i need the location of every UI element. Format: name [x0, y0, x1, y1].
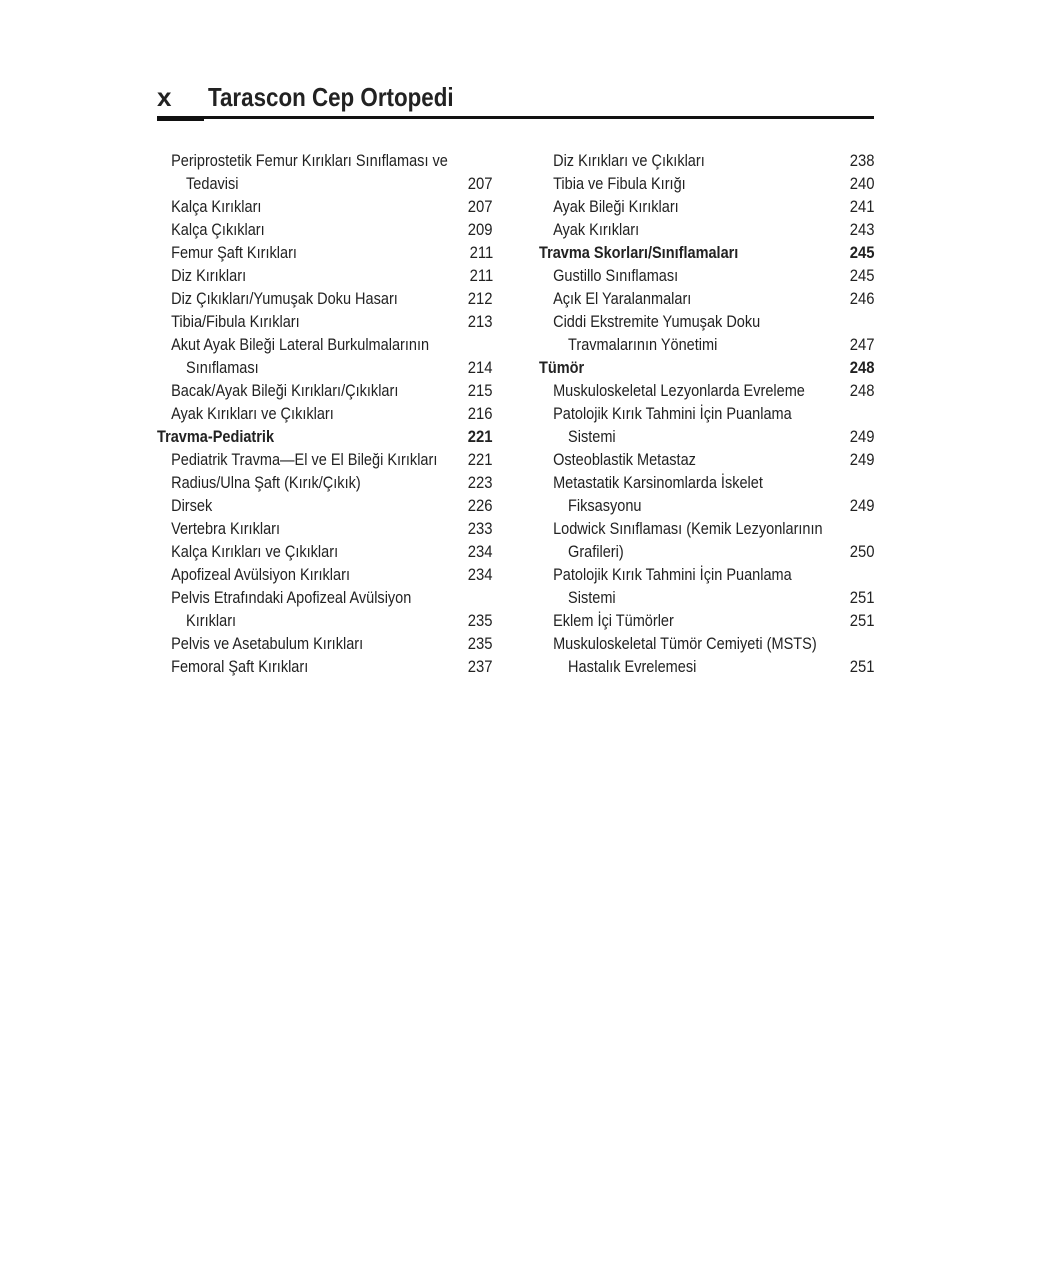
- toc-entry-title: Travma Skorları/Sınıflamaları: [539, 244, 739, 262]
- toc-entry: [157, 541, 493, 564]
- toc-page-number: 215: [468, 382, 493, 400]
- toc-entry: [157, 288, 493, 311]
- toc-entry-title: Ciddi Ekstremite Yumuşak Doku: [553, 313, 761, 331]
- toc-entry: [539, 518, 875, 564]
- toc-page-number: 249: [850, 451, 875, 469]
- toc-entry: [157, 587, 493, 633]
- toc-entry-title: Sistemi: [568, 589, 616, 607]
- toc-entry-title: Tümör: [539, 359, 585, 377]
- toc-entry-title: Muskuloskeletal Tümör Cemiyeti (MSTS): [553, 635, 817, 653]
- toc-entry: [157, 449, 493, 472]
- toc-entry-title: Gustillo Sınıflaması: [553, 267, 679, 285]
- toc-page-number: 241: [850, 198, 875, 216]
- toc-entry-title: Eklem İçi Tümörler: [553, 612, 674, 630]
- toc-page-number: 243: [850, 221, 875, 239]
- toc-page-number: 207: [468, 198, 493, 216]
- toc-page-number: 245: [850, 244, 875, 262]
- toc-entry-title: Vertebra Kırıkları: [171, 520, 281, 538]
- toc-entry: [539, 380, 875, 403]
- toc-page-number: 234: [468, 566, 493, 584]
- toc-entry: [157, 219, 493, 242]
- toc-page-number: 248: [850, 359, 875, 377]
- toc-entry-title: Kalça Kırıkları ve Çıkıkları: [171, 543, 339, 561]
- toc-page-number: 251: [850, 589, 875, 607]
- toc-page-number: 245: [850, 267, 875, 285]
- toc-entry-title: Periprostetik Femur Kırıkları Sınıflaması ve: [171, 152, 448, 170]
- toc-entry-title: Tibia ve Fibula Kırığı: [553, 175, 686, 193]
- toc-entry: [539, 150, 875, 173]
- toc-entry-title: Osteoblastik Metastaz: [553, 451, 696, 469]
- toc-entry: [539, 311, 875, 357]
- toc-page-number: 233: [468, 520, 493, 538]
- toc-entry: [157, 196, 493, 219]
- toc-entry-title: Tedavisi: [186, 175, 239, 193]
- toc-entry-title: Radius/Ulna Şaft (Kırık/Çıkık): [171, 474, 361, 492]
- toc-page-number: 216: [468, 405, 493, 423]
- toc-entry-title: Ayak Bileği Kırıkları: [553, 198, 679, 216]
- toc-entry-title: Patolojik Kırık Tahmini İçin Puanlama: [553, 405, 792, 423]
- toc-entry: [539, 288, 875, 311]
- book-title: Tarascon Cep Ortopedi: [208, 82, 454, 112]
- toc-page-number: 249: [850, 497, 875, 515]
- toc-entry: [157, 656, 493, 679]
- toc-page-number: 249: [850, 428, 875, 446]
- toc-entry: [539, 265, 875, 288]
- toc-page-number: 234: [468, 543, 493, 561]
- toc-entry-title: Metastatik Karsinomlarda İskelet: [553, 474, 763, 492]
- toc-entry: [539, 219, 875, 242]
- toc-section-heading: [539, 357, 875, 380]
- toc-page-number: 237: [468, 658, 493, 676]
- toc-entry: [539, 173, 875, 196]
- toc-page-number: 221: [468, 428, 493, 446]
- toc-page-number: 251: [850, 612, 875, 630]
- toc-entry-title: Diz Kırıkları: [171, 267, 247, 285]
- toc-page-number: 240: [850, 175, 875, 193]
- toc-entry: [157, 403, 493, 426]
- toc-entry-title: Fiksasyonu: [568, 497, 642, 515]
- toc-entry-title: Lodwick Sınıflaması (Kemik Lezyonlarının: [553, 520, 823, 538]
- toc-entry: [539, 403, 875, 449]
- toc-entry-title: Patolojik Kırık Tahmini İçin Puanlama: [553, 566, 792, 584]
- toc-page-number: 238: [850, 152, 875, 170]
- toc-entry: [539, 472, 875, 518]
- toc-section-heading: [157, 426, 493, 449]
- toc-entry: [157, 150, 493, 196]
- toc-column-right: [539, 150, 875, 679]
- toc-entry-title: Muskuloskeletal Lezyonlarda Evreleme: [553, 382, 805, 400]
- toc-entry-title: Kalça Çıkıkları: [171, 221, 265, 239]
- toc-entry-title: Kalça Kırıkları: [171, 198, 262, 216]
- toc-entry: [157, 472, 493, 495]
- toc-entry: [157, 633, 493, 656]
- toc-entry-title: Sınıflaması: [186, 359, 259, 377]
- toc-entry: [539, 449, 875, 472]
- toc-entry: [157, 242, 493, 265]
- toc-entry-title: Sistemi: [568, 428, 616, 446]
- toc-entry: [157, 495, 493, 518]
- toc-entry: [539, 633, 875, 679]
- toc-entry: [539, 610, 875, 633]
- toc-entry-title: Femoral Şaft Kırıkları: [171, 658, 309, 676]
- toc-page-number: 211: [469, 244, 493, 262]
- toc-page-number: 235: [468, 612, 493, 630]
- toc-page-number: 246: [850, 290, 875, 308]
- toc-entry-title: Ayak Kırıkları ve Çıkıkları: [171, 405, 334, 423]
- toc-entry-title: Hastalık Evrelemesi: [568, 658, 697, 676]
- toc-page-number: 211: [469, 267, 493, 285]
- toc-entry-title: Grafileri): [568, 543, 624, 561]
- toc-entry-title: Apofizeal Avülsiyon Kırıkları: [171, 566, 350, 584]
- toc-entry: [157, 311, 493, 334]
- toc-entry-title: Diz Çıkıkları/Yumuşak Doku Hasarı: [171, 290, 398, 308]
- toc-entry-title: Pelvis Etrafındaki Apofizeal Avülsiyon: [171, 589, 412, 607]
- toc-page-number: 247: [850, 336, 875, 354]
- toc-entry: [157, 334, 493, 380]
- toc-page-number: 214: [468, 359, 493, 377]
- toc-entry: [539, 564, 875, 610]
- toc-entry-title: Travma-Pediatrik: [157, 428, 275, 446]
- toc-entry: [157, 380, 493, 403]
- toc-entry-title: Travmalarının Yönetimi: [568, 336, 718, 354]
- toc-entry-title: Pediatrik Travma—El ve El Bileği Kırıkları: [171, 451, 438, 469]
- toc-entry: [157, 564, 493, 587]
- toc-page-number: 213: [468, 313, 493, 331]
- toc-entry-title: Kırıkları: [186, 612, 237, 630]
- toc-page-number: 235: [468, 635, 493, 653]
- toc-entry-title: Tibia/Fibula Kırıkları: [171, 313, 300, 331]
- toc-page-number: 226: [468, 497, 493, 515]
- toc-entry-title: Pelvis ve Asetabulum Kırıkları: [171, 635, 364, 653]
- header-rule: [157, 116, 874, 119]
- toc-page-number: 209: [468, 221, 493, 239]
- header-tab-mark: [157, 119, 204, 121]
- toc-entry-title: Diz Kırıkları ve Çıkıkları: [553, 152, 705, 170]
- toc-page-number: 251: [850, 658, 875, 676]
- toc-section-heading: [539, 242, 875, 265]
- toc-entry: [157, 265, 493, 288]
- toc-page-number: 221: [468, 451, 493, 469]
- toc-entry: [539, 196, 875, 219]
- toc-column-left: [157, 150, 493, 679]
- toc-entry-title: Dirsek: [171, 497, 213, 515]
- toc-page-number: 207: [468, 175, 493, 193]
- toc-entry-title: Femur Şaft Kırıkları: [171, 244, 297, 262]
- toc-page-number: 248: [850, 382, 875, 400]
- toc-page-number: 212: [468, 290, 493, 308]
- toc-entry: [157, 518, 493, 541]
- toc-page-number: 250: [850, 543, 875, 561]
- toc-entry-title: Açık El Yaralanmaları: [553, 290, 692, 308]
- toc-entry-title: Akut Ayak Bileği Lateral Burkulmalarının: [171, 336, 430, 354]
- page-header: [157, 82, 874, 122]
- page-number: x: [157, 82, 172, 112]
- toc-page-number: 223: [468, 474, 493, 492]
- toc-entry-title: Ayak Kırıkları: [553, 221, 640, 239]
- toc-entry-title: Bacak/Ayak Bileği Kırıkları/Çıkıkları: [171, 382, 399, 400]
